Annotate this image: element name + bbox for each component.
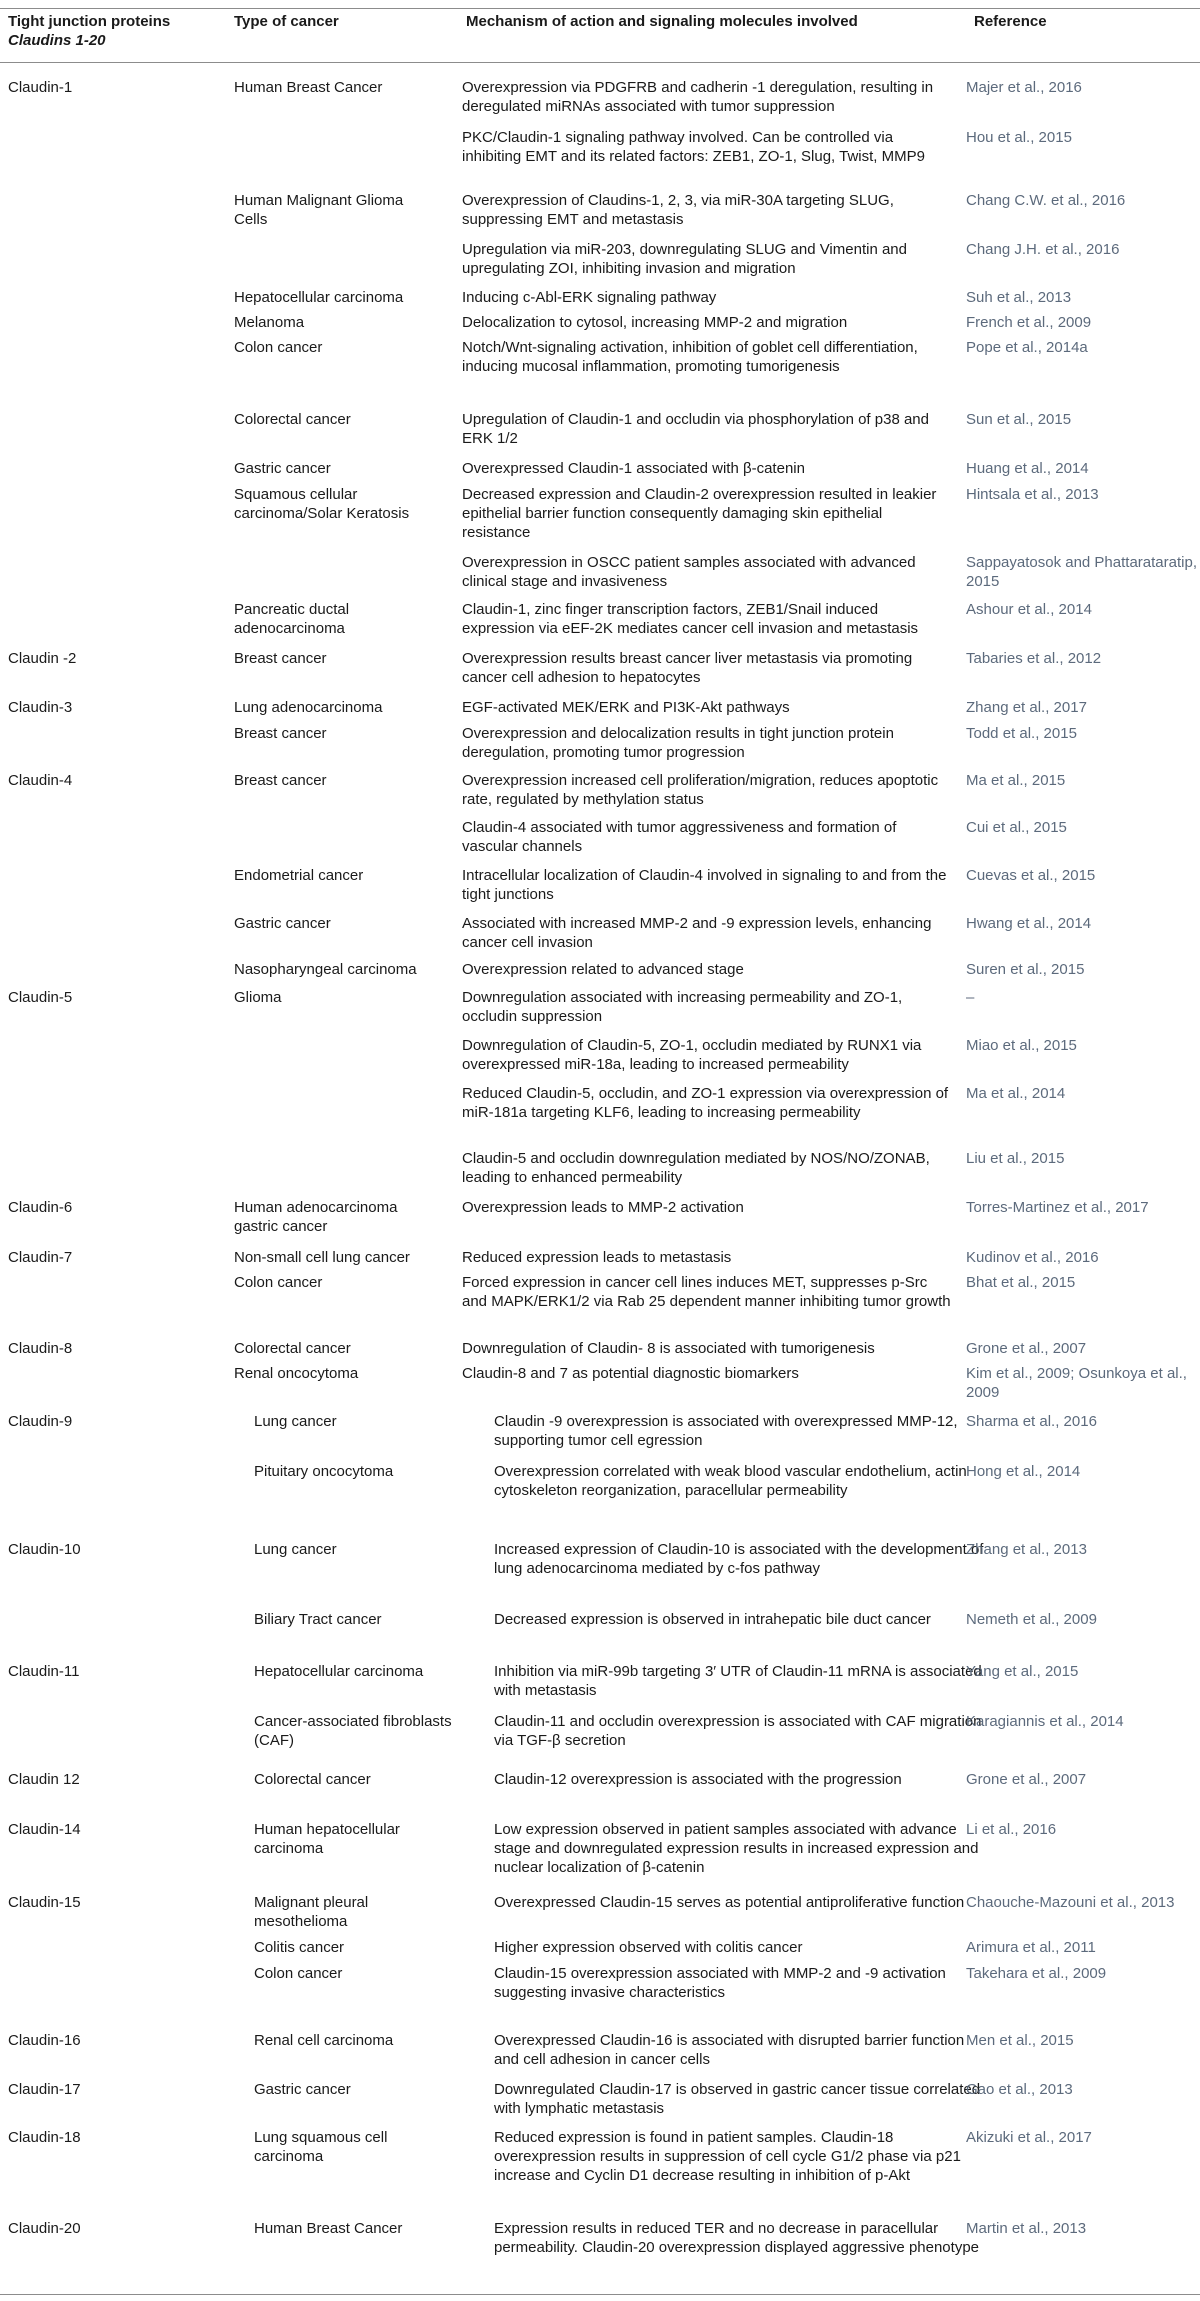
cell-reference: Kudinov et al., 2016: [966, 1249, 1099, 1266]
cell-mechanism: Overexpression in OSCC patient samples associated with advanced clinical stage and invasiveness: [462, 554, 916, 590]
cell-cancer-type: Colon cancer: [234, 339, 323, 356]
cell-protein: Claudin-11: [8, 1663, 80, 1680]
cell-cancer-type: Breast cancer: [234, 650, 327, 667]
cell-mechanism: Overexpressed Claudin-16 is associated with disrupted barrier function and cell adhesion in cancer cells: [494, 2032, 965, 2068]
cell-mechanism: Overexpression via PDGFRB and cadherin -1 deregulation, resulting in deregulated miRNAs associated with tumor suppression: [462, 79, 934, 115]
cell-reference: Hwang et al., 2014: [966, 915, 1092, 932]
cell-reference: Men et al., 2015: [966, 2032, 1074, 2049]
cell-mechanism: Downregulated Claudin-17 is observed in gastric cancer tissue correlated with lymphatic metastasis: [494, 2081, 981, 2117]
cell-reference: Grone et al., 2007: [966, 1340, 1087, 1357]
cell-reference: Liu et al., 2015: [966, 1150, 1065, 1167]
cell-cancer-type: Pancreatic ductal adenocarcinoma: [234, 601, 350, 637]
cell-reference: Todd et al., 2015: [966, 725, 1077, 742]
cell-cancer-type: Malignant pleural mesothelioma: [254, 1894, 369, 1930]
bottom-rule: [0, 2294, 1200, 2295]
cell-cancer-type: Lung cancer: [254, 1541, 337, 1558]
cell-mechanism: Overexpression increased cell proliferation/migration, reduces apoptotic rate, regulated by methylation status: [462, 772, 939, 808]
cell-reference: Li et al., 2016: [966, 1821, 1057, 1838]
cell-mechanism: Claudin-1, zinc finger transcription factors, ZEB1/Snail induced expression via eEF-2K mediates cancer cell invasion and metastasis: [462, 601, 919, 637]
cell-reference: Zhang et al., 2017: [966, 699, 1087, 716]
cell-mechanism: Overexpression results breast cancer liver metastasis via promoting cancer cell adhesion to hepatocytes: [462, 650, 913, 686]
cell-protein: Claudin-6: [8, 1199, 73, 1216]
cell-protein: Claudin-15: [8, 1894, 81, 1911]
cell-reference: Cuevas et al., 2015: [966, 867, 1096, 884]
cell-reference: Pope et al., 2014a: [966, 339, 1088, 356]
cell-protein: Claudin-20: [8, 2220, 81, 2237]
cell-mechanism: Inducing c-Abl-ERK signaling pathway: [462, 289, 717, 306]
cell-cancer-type: Human Breast Cancer: [254, 2220, 403, 2237]
cell-reference: Karagiannis et al., 2014: [966, 1713, 1124, 1730]
cell-cancer-type: Human Malignant Glioma Cells: [234, 192, 404, 228]
header-type: Type of cancer: [234, 13, 339, 30]
cell-reference: Chaouche-Mazouni et al., 2013: [966, 1894, 1175, 1911]
cell-cancer-type: Melanoma: [234, 314, 305, 331]
cell-mechanism: Decreased expression is observed in intrahepatic bile duct cancer: [494, 1611, 931, 1628]
cell-reference: Bhat et al., 2015: [966, 1274, 1076, 1291]
cell-cancer-type: Squamous cellular carcinoma/Solar Keratosis: [234, 486, 410, 522]
cell-mechanism: Overexpression related to advanced stage: [462, 961, 744, 978]
cell-mechanism: EGF-activated MEK/ERK and PI3K-Akt pathways: [462, 699, 790, 716]
cell-cancer-type: Endometrial cancer: [234, 867, 364, 884]
cell-protein: Claudin 12: [8, 1771, 80, 1788]
cell-cancer-type: Lung cancer: [254, 1413, 337, 1430]
cell-reference: Akizuki et al., 2017: [966, 2129, 1092, 2146]
cell-reference: Chang J.H. et al., 2016: [966, 241, 1120, 258]
cell-cancer-type: Breast cancer: [234, 725, 327, 742]
cell-cancer-type: Colorectal cancer: [254, 1771, 371, 1788]
cell-mechanism: Intracellular localization of Claudin-4 involved in signaling to and from the tight junctions: [462, 867, 947, 903]
cell-cancer-type: Renal oncocytoma: [234, 1365, 359, 1382]
cell-mechanism: Claudin-4 associated with tumor aggressiveness and formation of vascular channels: [462, 819, 897, 855]
cell-mechanism: Reduced Claudin-5, occludin, and ZO-1 expression via overexpression of miR-181a targeting KLF6, leading to increasing permeability: [462, 1085, 949, 1121]
cell-mechanism: Claudin -9 overexpression is associated with overexpressed MMP-12, supporting tumor cell egression: [494, 1413, 958, 1449]
cell-cancer-type: Lung squamous cell carcinoma: [254, 2129, 388, 2165]
cell-protein: Claudin-14: [8, 1821, 81, 1838]
cell-reference: Huang et al., 2014: [966, 460, 1089, 477]
cell-cancer-type: Colitis cancer: [254, 1939, 345, 1956]
cell-reference: Ma et al., 2015: [966, 772, 1066, 789]
cell-mechanism: Associated with increased MMP-2 and -9 expression levels, enhancing cancer cell invasion: [462, 915, 932, 951]
cell-reference: Gao et al., 2013: [966, 2081, 1073, 2098]
cell-reference: Takehara et al., 2009: [966, 1965, 1107, 1982]
cell-mechanism: Increased expression of Claudin-10 is associated with the development of lung adenocarcinoma mediated by c-fos pathway: [494, 1541, 984, 1577]
cell-mechanism: Overexpressed Claudin-15 serves as potential antiproliferative function: [494, 1894, 965, 1911]
cell-cancer-type: Non-small cell lung cancer: [234, 1249, 410, 1266]
cell-cancer-type: Gastric cancer: [234, 460, 331, 477]
cell-mechanism: Upregulation of Claudin-1 and occludin via phosphorylation of p38 and ERK 1/2: [462, 411, 929, 447]
cell-mechanism: Downregulation associated with increasing permeability and ZO-1, occludin suppression: [462, 989, 903, 1025]
cell-reference: Miao et al., 2015: [966, 1037, 1077, 1054]
cell-reference: Cui et al., 2015: [966, 819, 1067, 836]
header-rule: [0, 62, 1200, 63]
cell-mechanism: Low expression observed in patient samples associated with advance stage and downregulated expression results in increased expression and nuclear localization of β-catenin: [494, 1821, 979, 1876]
cell-cancer-type: Biliary Tract cancer: [254, 1611, 382, 1628]
cell-mechanism: Expression results in reduced TER and no decrease in paracellular permeability. Claudin-20 overexpression displayed aggressive phenotype: [494, 2220, 980, 2256]
cell-mechanism: Claudin-8 and 7 as potential diagnostic biomarkers: [462, 1365, 799, 1382]
cell-cancer-type: Hepatocellular carcinoma: [234, 289, 404, 306]
cell-reference: Majer et al., 2016: [966, 79, 1082, 96]
cell-protein: Claudin-10: [8, 1541, 81, 1558]
cell-mechanism: Claudin-15 overexpression associated with MMP-2 and -9 activation suggesting invasive characteristics: [494, 1965, 946, 2001]
cell-reference: Hintsala et al., 2013: [966, 486, 1099, 503]
cell-cancer-type: Colon cancer: [234, 1274, 323, 1291]
cell-mechanism: Overexpression of Claudins-1, 2, 3, via miR-30A targeting SLUG, suppressing EMT and metastasis: [462, 192, 894, 228]
cell-reference: French et al., 2009: [966, 314, 1092, 331]
cell-cancer-type: Human Breast Cancer: [234, 79, 383, 96]
cell-cancer-type: Human adenocarcinoma gastric cancer: [234, 1199, 398, 1235]
cell-reference: Hou et al., 2015: [966, 129, 1072, 146]
cell-protein: Claudin-4: [8, 772, 73, 789]
cell-mechanism: Decreased expression and Claudin-2 overexpression resulted in leakier epithelial barrier function consequently damaging skin epithelial resistance: [462, 486, 937, 541]
cell-cancer-type: Gastric cancer: [234, 915, 331, 932]
cell-reference: Hong et al., 2014: [966, 1463, 1081, 1480]
cell-cancer-type: Colorectal cancer: [234, 411, 351, 428]
header-protein-sub: Claudins 1-20: [8, 32, 106, 49]
cell-reference: Chang C.W. et al., 2016: [966, 192, 1126, 209]
cell-reference: Arimura et al., 2011: [966, 1939, 1096, 1956]
cell-reference: Tabaries et al., 2012: [966, 650, 1102, 667]
cell-mechanism: Overexpressed Claudin-1 associated with β-catenin: [462, 460, 805, 477]
cell-cancer-type: Human hepatocellular carcinoma: [254, 1821, 400, 1857]
cell-reference: Grone et al., 2007: [966, 1771, 1087, 1788]
cell-reference: Sun et al., 2015: [966, 411, 1072, 428]
cell-reference: Yang et al., 2015: [966, 1663, 1079, 1680]
cell-mechanism: Delocalization to cytosol, increasing MMP-2 and migration: [462, 314, 848, 331]
cell-reference: Suh et al., 2013: [966, 289, 1072, 306]
cell-protein: Claudin-18: [8, 2129, 81, 2146]
header-reference: Reference: [974, 13, 1047, 30]
cell-protein: Claudin-1: [8, 79, 73, 96]
cell-protein: Claudin-8: [8, 1340, 73, 1357]
cell-reference: Sappayatosok and Phattarataratip, 2015: [966, 554, 1197, 590]
cell-cancer-type: Nasopharyngeal carcinoma: [234, 961, 417, 978]
header-protein: [8, 12, 188, 50]
cell-protein: Claudin-17: [8, 2081, 81, 2098]
cell-cancer-type: Breast cancer: [234, 772, 327, 789]
cell-cancer-type: Renal cell carcinoma: [254, 2032, 394, 2049]
cell-cancer-type: Lung adenocarcinoma: [234, 699, 383, 716]
cell-protein: Claudin-16: [8, 2032, 81, 2049]
cell-reference: Ashour et al., 2014: [966, 601, 1092, 618]
cell-mechanism: Overexpression and delocalization results in tight junction protein deregulation, promoting tumor progression: [462, 725, 894, 761]
cell-mechanism: Inhibition via miR-99b targeting 3′ UTR of Claudin-11 mRNA is associated with metastasis: [494, 1663, 982, 1699]
cell-cancer-type: Colorectal cancer: [234, 1340, 351, 1357]
top-rule: [0, 8, 1200, 9]
cell-mechanism: Downregulation of Claudin-5, ZO-1, occludin mediated by RUNX1 via overexpressed miR-18a, leading to increased permeability: [462, 1037, 922, 1073]
cell-protein: Claudin-3: [8, 699, 73, 716]
cell-cancer-type: Gastric cancer: [254, 2081, 351, 2098]
cell-cancer-type: Pituitary oncocytoma: [254, 1463, 394, 1480]
cell-mechanism: Higher expression observed with colitis cancer: [494, 1939, 803, 1956]
header-mechanism: Mechanism of action and signaling molecules involved: [466, 13, 858, 30]
cell-protein: Claudin -2: [8, 650, 77, 667]
cell-mechanism: Upregulation via miR-203, downregulating SLUG and Vimentin and upregulating ZOI, inhibiting invasion and migration: [462, 241, 907, 277]
cell-reference: Suren et al., 2015: [966, 961, 1085, 978]
header-protein-label: Tight junction proteins: [8, 13, 171, 30]
cell-protein: Claudin-7: [8, 1249, 73, 1266]
cell-protein: Claudin-5: [8, 989, 73, 1006]
cell-mechanism: Forced expression in cancer cell lines induces MET, suppresses p-Src and MAPK/ERK1/2 via Rab 25 dependent manner inhibiting tumor growth: [462, 1274, 951, 1310]
cell-cancer-type: Cancer-associated fibroblasts (CAF): [254, 1713, 452, 1749]
cell-mechanism: Overexpression correlated with weak blood vascular endothelium, actin cytoskeleton reorganization, paracellular permeability: [494, 1463, 967, 1499]
cell-reference: Sharma et al., 2016: [966, 1413, 1097, 1430]
cell-cancer-type: Glioma: [234, 989, 282, 1006]
cell-mechanism: Overexpression leads to MMP-2 activation: [462, 1199, 744, 1216]
cell-reference: Torres-Martinez et al., 2017: [966, 1199, 1149, 1216]
cell-reference: –: [966, 989, 975, 1006]
cell-reference: Zhang et al., 2013: [966, 1541, 1087, 1558]
cell-cancer-type: Colon cancer: [254, 1965, 343, 1982]
cell-mechanism: Notch/Wnt-signaling activation, inhibition of goblet cell differentiation, inducing mucosal inflammation, promoting tumorigenesis: [462, 339, 918, 375]
cell-mechanism: PKC/Claudin-1 signaling pathway involved. Can be controlled via inhibiting EMT and its related factors: ZEB1, ZO-1, Slug, Twist, MMP9: [462, 129, 925, 165]
cell-reference: Kim et al., 2009; Osunkoya et al., 2009: [966, 1365, 1187, 1401]
cell-mechanism: Downregulation of Claudin- 8 is associated with tumorigenesis: [462, 1340, 875, 1357]
cell-protein: Claudin-9: [8, 1413, 73, 1430]
cell-mechanism: Reduced expression is found in patient samples. Claudin-18 overexpression results in suppression of cell cycle G1/2 phase via p21 increase and Cyclin D1 decrease resulting in inhibition of p-Akt: [494, 2129, 961, 2184]
cell-cancer-type: Hepatocellular carcinoma: [254, 1663, 424, 1680]
cell-mechanism: Claudin-11 and occludin overexpression is associated with CAF migration via TGF-β secretion: [494, 1713, 982, 1749]
cell-mechanism: Claudin-5 and occludin downregulation mediated by NOS/NO/ZONAB, leading to enhanced permeability: [462, 1150, 930, 1186]
cell-reference: Ma et al., 2014: [966, 1085, 1066, 1102]
cell-mechanism: Claudin-12 overexpression is associated with the progression: [494, 1771, 902, 1788]
cell-reference: Nemeth et al., 2009: [966, 1611, 1097, 1628]
cell-reference: Martin et al., 2013: [966, 2220, 1087, 2237]
cell-mechanism: Reduced expression leads to metastasis: [462, 1249, 732, 1266]
